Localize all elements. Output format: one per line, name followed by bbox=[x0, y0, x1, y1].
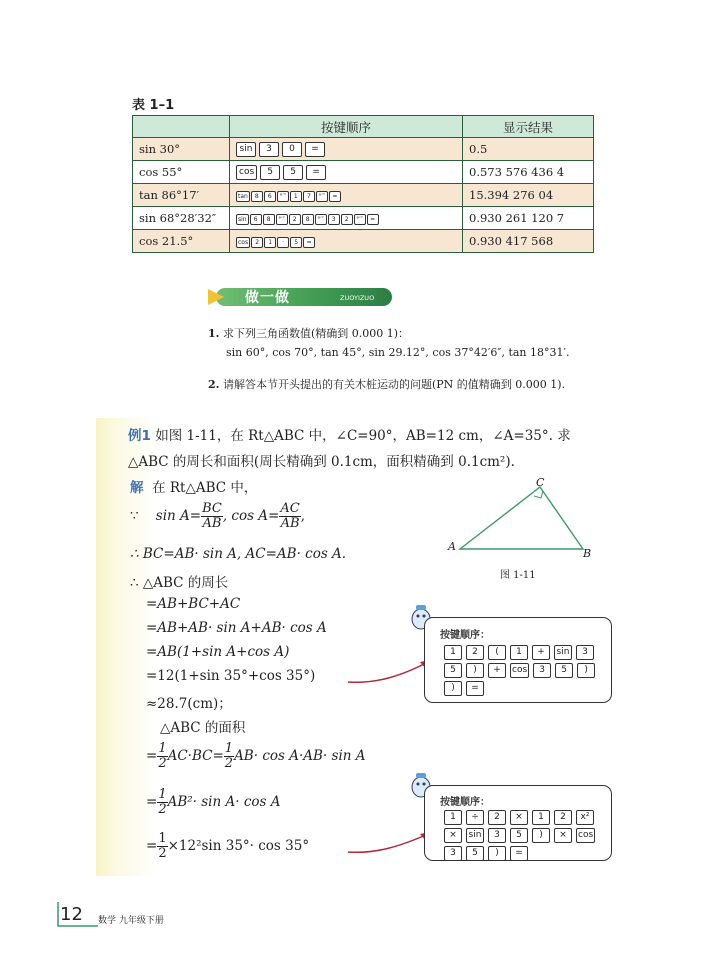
calc-title: 按键顺序： bbox=[440, 630, 490, 641]
solve-text: 在 Rt△ABC 中， bbox=[152, 480, 258, 496]
key: = bbox=[466, 681, 484, 696]
table-cell-result: 0.573 576 436 4 bbox=[463, 161, 594, 184]
key-cos: cos bbox=[236, 165, 257, 180]
exercise-number: 1. bbox=[208, 327, 220, 340]
key-5: 5 bbox=[283, 165, 303, 180]
key: ( bbox=[488, 645, 506, 660]
vertex-a: A bbox=[448, 540, 456, 553]
because-symbol: ∵ bbox=[130, 508, 139, 524]
key: 3 bbox=[488, 828, 506, 843]
page-number: 12 bbox=[60, 904, 83, 925]
key-1: 1 bbox=[264, 237, 276, 248]
key: + bbox=[532, 645, 550, 660]
key: cos bbox=[576, 828, 595, 843]
calculator-table bbox=[132, 115, 594, 253]
area-expr: AB²· sin A· cos A bbox=[167, 794, 281, 810]
key-6: 6 bbox=[250, 214, 262, 225]
calc-title: 按键顺序： bbox=[440, 797, 490, 808]
key-equals: = bbox=[329, 191, 341, 202]
exercise-2 bbox=[208, 376, 565, 392]
exercise-1-values: sin 60°, cos 70°, tan 45°, sin 29.12°, cos 37°42′6″, tan 18°31′. bbox=[226, 346, 570, 359]
fraction-bc-ab bbox=[201, 502, 223, 531]
table-cell-func: sin 68°28′32″ bbox=[133, 207, 230, 230]
comma: , bbox=[300, 508, 306, 524]
triangle-figure bbox=[440, 470, 600, 580]
table-cell-result: 0.930 417 568 bbox=[463, 230, 594, 253]
math-line-4: ∴ △ABC 的周长 bbox=[130, 575, 229, 591]
key: 3 bbox=[533, 663, 551, 678]
key-equals: = bbox=[367, 214, 379, 225]
table-cell-func: sin 30° bbox=[133, 138, 230, 161]
math-line-3: ∴ BC=AB· sin A, AC=AB· cos A. bbox=[130, 546, 347, 562]
fraction-ac-ab bbox=[279, 502, 300, 531]
key: 5 bbox=[555, 663, 573, 678]
numerator: BC bbox=[202, 501, 222, 516]
activity-pinyin: ZUOYIZUO bbox=[340, 294, 375, 302]
table-cell-keys bbox=[230, 230, 463, 253]
key-equals: = bbox=[305, 142, 325, 157]
key: = bbox=[510, 846, 528, 861]
key-2: 2 bbox=[251, 237, 263, 248]
key-0: 0 bbox=[282, 142, 302, 157]
figure-caption: 图 1-11 bbox=[500, 570, 536, 581]
key: 3 bbox=[576, 645, 594, 660]
key-equals: = bbox=[303, 237, 315, 248]
key-2: 2 bbox=[341, 214, 353, 225]
calc-keys bbox=[444, 810, 604, 864]
equals: = bbox=[146, 748, 158, 764]
cos-a: , cos A= bbox=[222, 508, 280, 524]
exercise-number: 2. bbox=[208, 378, 220, 391]
key-cos: cos bbox=[238, 238, 249, 246]
vertex-c: C bbox=[536, 476, 545, 489]
key-5: 5 bbox=[290, 237, 302, 248]
math-line-12: = $\frac{1}{2}$ AB²· sin A· cos A bbox=[146, 787, 281, 817]
table-cell-result: 0.5 bbox=[463, 138, 594, 161]
sin-a: sin A= bbox=[155, 508, 202, 524]
key-6: 6 bbox=[264, 191, 276, 202]
table-cell-func: cos 21.5° bbox=[133, 230, 230, 253]
key-dms: °′″ bbox=[315, 214, 327, 225]
key: cos bbox=[510, 663, 529, 678]
arrow-2-icon bbox=[346, 820, 436, 860]
key: sin bbox=[466, 828, 484, 843]
math-line-11 bbox=[146, 742, 366, 771]
key-equals: = bbox=[306, 165, 326, 180]
math-line-10: △ABC 的面积 bbox=[160, 720, 246, 736]
area-expr: AB· cos A·AB· sin A bbox=[234, 748, 366, 764]
key: 2 bbox=[466, 645, 484, 660]
arrow-1-icon bbox=[346, 640, 436, 690]
exercise-text: 请解答本节开头提出的有关木桩运动的问题(PN 的值精确到 0.000 1). bbox=[222, 378, 566, 391]
math-line-7: =AB(1+sin A+cos A) bbox=[146, 644, 290, 660]
exercise-text: 求下列三角函数值(精确到 0.000 1)： bbox=[222, 327, 410, 340]
fraction-half: $\frac{1}{2}$ bbox=[224, 741, 234, 771]
example-label: 例1 bbox=[128, 428, 151, 444]
table-row bbox=[133, 207, 594, 230]
activity-title: 做一做 bbox=[245, 290, 290, 306]
table-header-keys: 按键顺序 bbox=[230, 116, 463, 138]
key: × bbox=[444, 828, 462, 843]
exercise-1 bbox=[208, 325, 409, 341]
key-dms: °′″ bbox=[354, 214, 366, 225]
key: 3 bbox=[444, 846, 462, 861]
key: ) bbox=[532, 828, 550, 843]
fraction-half: $\frac{1}{2}$ bbox=[158, 831, 167, 861]
key-tan: tan bbox=[238, 192, 248, 200]
key: x² bbox=[576, 810, 594, 825]
table-header-row bbox=[133, 116, 594, 138]
example-line-2: △ABC 的周长和面积(周长精确到 0.1cm，面积精确到 0.1cm²). bbox=[128, 454, 515, 470]
table-cell-keys bbox=[230, 207, 463, 230]
key-5: 5 bbox=[260, 165, 280, 180]
key-3: 3 bbox=[259, 142, 279, 157]
math-line-6: =AB+AB· sin A+AB· cos A bbox=[146, 620, 327, 636]
key-3: 3 bbox=[328, 214, 340, 225]
table-row bbox=[133, 230, 594, 253]
numerator: AC bbox=[280, 501, 300, 516]
key-sin: sin bbox=[236, 142, 256, 157]
key: 2 bbox=[488, 810, 506, 825]
table-caption: 表 1–1 bbox=[132, 98, 175, 113]
table-cell-result: 15.394 276 04 bbox=[463, 184, 594, 207]
area-expr: AC·BC= bbox=[167, 748, 224, 764]
key: × bbox=[554, 828, 572, 843]
table-cell-keys bbox=[230, 184, 463, 207]
key: 1 bbox=[444, 645, 462, 660]
key-8: 8 bbox=[302, 214, 314, 225]
vertex-b: B bbox=[583, 547, 592, 560]
key-dot: · bbox=[277, 237, 289, 248]
calc-keys bbox=[444, 645, 604, 699]
key: 1 bbox=[532, 810, 550, 825]
key-dms: °′″ bbox=[277, 191, 289, 202]
example-text: 如图 1-11，在 Rt△ABC 中，∠C=90°，AB=12 cm，∠A=35°. 求 bbox=[155, 428, 571, 444]
math-line-5: =AB+BC+AC bbox=[146, 596, 241, 612]
key-dms: °′″ bbox=[316, 191, 328, 202]
key: 1 bbox=[444, 810, 462, 825]
table-header-result: 显示结果 bbox=[463, 116, 594, 138]
key-8: 8 bbox=[263, 214, 275, 225]
example-line-1 bbox=[128, 424, 571, 444]
key: sin bbox=[554, 645, 572, 660]
fraction-half: $\frac{1}{2}$ bbox=[158, 787, 167, 817]
key-dms: °′″ bbox=[276, 214, 288, 225]
table-row bbox=[133, 161, 594, 184]
table-header-func bbox=[133, 116, 230, 138]
key: ) bbox=[577, 663, 595, 678]
solution-line bbox=[130, 476, 257, 496]
math-line-9: ≈28.7(cm)； bbox=[146, 696, 232, 712]
key: ) bbox=[444, 681, 462, 696]
math-line-13: = $\frac{1}{2}$ ×12²sin 35°· cos 35° bbox=[146, 831, 310, 861]
key: × bbox=[510, 810, 528, 825]
table-row bbox=[133, 184, 594, 207]
table-row bbox=[133, 138, 594, 161]
table-cell-keys bbox=[230, 138, 463, 161]
table-cell-keys bbox=[230, 161, 463, 184]
solve-label: 解 bbox=[130, 480, 144, 496]
key-8: 8 bbox=[251, 191, 263, 202]
key-2: 2 bbox=[289, 214, 301, 225]
ratio-line bbox=[130, 502, 305, 531]
book-title: 数学 九年级下册 bbox=[98, 916, 164, 926]
key: ) bbox=[466, 663, 484, 678]
fraction-half: $\frac{1}{2}$ bbox=[158, 741, 167, 771]
key: 1 bbox=[510, 645, 528, 660]
key: 2 bbox=[554, 810, 572, 825]
key: 5 bbox=[466, 846, 484, 861]
denominator: AB bbox=[202, 516, 222, 531]
key: ) bbox=[488, 846, 506, 861]
key-1: 1 bbox=[290, 191, 302, 202]
key: 5 bbox=[444, 663, 462, 678]
area-expr: ×12²sin 35°· cos 35° bbox=[167, 838, 310, 854]
key: 5 bbox=[510, 828, 528, 843]
key-sin: sin bbox=[238, 215, 247, 223]
key: + bbox=[488, 663, 506, 678]
table-cell-result: 0.930 261 120 7 bbox=[463, 207, 594, 230]
table-cell-func: tan 86°17′ bbox=[133, 184, 230, 207]
denominator: AB bbox=[280, 516, 300, 531]
key: ÷ bbox=[466, 810, 484, 825]
key-7: 7 bbox=[303, 191, 315, 202]
math-line-8: =12(1+sin 35°+cos 35°) bbox=[146, 668, 316, 684]
table-cell-func: cos 55° bbox=[133, 161, 230, 184]
